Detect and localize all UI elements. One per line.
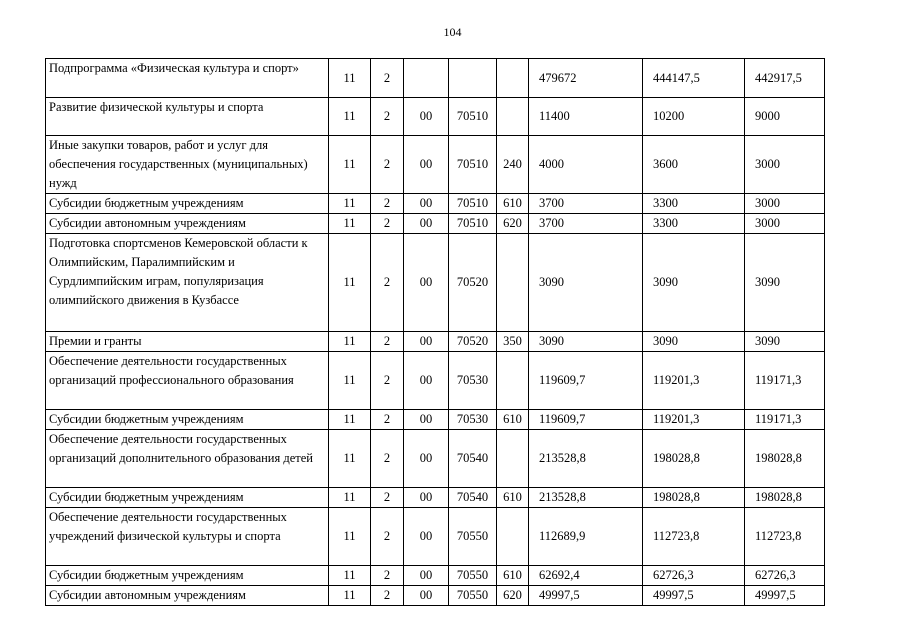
- table-row: [46, 410, 825, 430]
- row-expense-type: [497, 508, 529, 566]
- page-number: 104: [443, 25, 462, 39]
- row-expense-type: 610: [497, 566, 529, 586]
- row-subsection: 2: [371, 332, 404, 352]
- row-value-year1: 3090: [529, 234, 643, 332]
- row-program: 00: [404, 566, 449, 586]
- row-section: 11: [329, 214, 371, 234]
- row-program: 00: [404, 352, 449, 410]
- row-value-year2: 49997,5: [643, 586, 745, 606]
- row-expense-type: 610: [497, 194, 529, 214]
- row-value-year3: 3000: [745, 136, 825, 194]
- budget-table: [45, 58, 825, 606]
- row-direction: 70510: [449, 136, 497, 194]
- table-row: [46, 332, 825, 352]
- row-value-year3: 62726,3: [745, 566, 825, 586]
- row-expense-type: 350: [497, 332, 529, 352]
- row-value-year2: 119201,3: [643, 352, 745, 410]
- row-subsection: 2: [371, 566, 404, 586]
- row-section: 11: [329, 508, 371, 566]
- row-expense-type: 240: [497, 136, 529, 194]
- row-section: 11: [329, 234, 371, 332]
- row-expense-type: 620: [497, 586, 529, 606]
- row-value-year1: 11400: [529, 98, 643, 136]
- row-name: Обеспечение деятельности государственных организаций дополнительного образования детей: [46, 430, 329, 488]
- table-row: [46, 59, 825, 98]
- row-program: [404, 59, 449, 98]
- row-value-year3: 119171,3: [745, 352, 825, 410]
- row-value-year1: 119609,7: [529, 410, 643, 430]
- row-program: 00: [404, 136, 449, 194]
- row-value-year3: 112723,8: [745, 508, 825, 566]
- table-row: [46, 136, 825, 194]
- table-row: [46, 214, 825, 234]
- row-program: 00: [404, 488, 449, 508]
- row-subsection: 2: [371, 234, 404, 332]
- row-expense-type: 610: [497, 410, 529, 430]
- row-name: Подпрограмма «Физическая культура и спорт»: [46, 59, 329, 98]
- row-section: 11: [329, 586, 371, 606]
- row-direction: 70540: [449, 488, 497, 508]
- row-name: Субсидии автономным учреждениям: [46, 214, 329, 234]
- table-row: [46, 430, 825, 488]
- row-value-year1: 112689,9: [529, 508, 643, 566]
- row-direction: 70510: [449, 194, 497, 214]
- row-expense-type: [497, 98, 529, 136]
- row-value-year3: 3000: [745, 214, 825, 234]
- row-direction: 70550: [449, 508, 497, 566]
- row-subsection: 2: [371, 586, 404, 606]
- row-subsection: 2: [371, 488, 404, 508]
- row-program: 00: [404, 586, 449, 606]
- row-direction: 70520: [449, 234, 497, 332]
- row-value-year2: 3300: [643, 194, 745, 214]
- row-expense-type: [497, 430, 529, 488]
- row-direction: 70550: [449, 586, 497, 606]
- row-value-year1: 49997,5: [529, 586, 643, 606]
- row-value-year1: 3700: [529, 194, 643, 214]
- row-section: 11: [329, 136, 371, 194]
- row-value-year2: 198028,8: [643, 488, 745, 508]
- row-name: Субсидии бюджетным учреждениям: [46, 488, 329, 508]
- row-value-year3: 198028,8: [745, 488, 825, 508]
- row-value-year2: 3090: [643, 234, 745, 332]
- row-value-year3: 442917,5: [745, 59, 825, 98]
- row-value-year3: 49997,5: [745, 586, 825, 606]
- row-name: Обеспечение деятельности государственных организаций профессионального образования: [46, 352, 329, 410]
- row-value-year3: 198028,8: [745, 430, 825, 488]
- row-name: Субсидии автономным учреждениям: [46, 586, 329, 606]
- row-section: 11: [329, 566, 371, 586]
- row-direction: 70510: [449, 214, 497, 234]
- row-value-year3: 3000: [745, 194, 825, 214]
- row-section: 11: [329, 352, 371, 410]
- row-expense-type: [497, 59, 529, 98]
- row-value-year1: 213528,8: [529, 488, 643, 508]
- table-row: [46, 98, 825, 136]
- table-row: [46, 352, 825, 410]
- row-value-year3: 119171,3: [745, 410, 825, 430]
- row-section: 11: [329, 98, 371, 136]
- row-expense-type: 610: [497, 488, 529, 508]
- row-program: 00: [404, 410, 449, 430]
- row-name: Субсидии бюджетным учреждениям: [46, 566, 329, 586]
- row-program: 00: [404, 214, 449, 234]
- row-value-year1: 479672: [529, 59, 643, 98]
- row-value-year1: 3700: [529, 214, 643, 234]
- row-value-year1: 3090: [529, 332, 643, 352]
- row-value-year1: 4000: [529, 136, 643, 194]
- row-expense-type: [497, 352, 529, 410]
- table-row: [46, 586, 825, 606]
- row-value-year3: 9000: [745, 98, 825, 136]
- row-direction: 70510: [449, 98, 497, 136]
- row-section: 11: [329, 59, 371, 98]
- row-value-year2: 10200: [643, 98, 745, 136]
- row-program: 00: [404, 430, 449, 488]
- row-name: Субсидии бюджетным учреждениям: [46, 410, 329, 430]
- row-section: 11: [329, 332, 371, 352]
- row-section: 11: [329, 430, 371, 488]
- row-value-year2: 62726,3: [643, 566, 745, 586]
- row-subsection: 2: [371, 430, 404, 488]
- table-row: [46, 194, 825, 214]
- row-direction: [449, 59, 497, 98]
- row-name: Субсидии бюджетным учреждениям: [46, 194, 329, 214]
- row-value-year2: 198028,8: [643, 430, 745, 488]
- row-name: Премии и гранты: [46, 332, 329, 352]
- row-direction: 70530: [449, 410, 497, 430]
- budget-table-body: [46, 59, 825, 606]
- row-value-year1: 119609,7: [529, 352, 643, 410]
- row-direction: 70550: [449, 566, 497, 586]
- row-value-year2: 444147,5: [643, 59, 745, 98]
- row-subsection: 2: [371, 194, 404, 214]
- row-expense-type: [497, 234, 529, 332]
- row-subsection: 2: [371, 352, 404, 410]
- row-program: 00: [404, 98, 449, 136]
- row-value-year1: 213528,8: [529, 430, 643, 488]
- row-subsection: 2: [371, 59, 404, 98]
- table-row: [46, 566, 825, 586]
- row-value-year2: 3600: [643, 136, 745, 194]
- row-section: 11: [329, 488, 371, 508]
- row-section: 11: [329, 410, 371, 430]
- row-value-year2: 119201,3: [643, 410, 745, 430]
- row-subsection: 2: [371, 508, 404, 566]
- row-subsection: 2: [371, 214, 404, 234]
- row-subsection: 2: [371, 136, 404, 194]
- row-value-year2: 3300: [643, 214, 745, 234]
- row-value-year1: 62692,4: [529, 566, 643, 586]
- row-direction: 70540: [449, 430, 497, 488]
- row-name: Подготовка спортсменов Кемеровской области к Олимпийским, Паралимпийским и Сурдлимпийским играм, популяризация олимпийского движения в Кузбассе: [46, 234, 329, 332]
- row-name: Иные закупки товаров, работ и услуг для обеспечения государственных (муниципальных) нужд: [46, 136, 329, 194]
- row-name: Обеспечение деятельности государственных учреждений физической культуры и спорта: [46, 508, 329, 566]
- table-row: [46, 508, 825, 566]
- row-direction: 70520: [449, 332, 497, 352]
- row-subsection: 2: [371, 410, 404, 430]
- row-program: 00: [404, 194, 449, 214]
- row-expense-type: 620: [497, 214, 529, 234]
- table-row: [46, 488, 825, 508]
- row-direction: 70530: [449, 352, 497, 410]
- row-value-year2: 112723,8: [643, 508, 745, 566]
- row-program: 00: [404, 508, 449, 566]
- table-row: [46, 234, 825, 332]
- row-value-year2: 3090: [643, 332, 745, 352]
- row-value-year3: 3090: [745, 332, 825, 352]
- row-value-year3: 3090: [745, 234, 825, 332]
- row-program: 00: [404, 234, 449, 332]
- row-section: 11: [329, 194, 371, 214]
- row-name: Развитие физической культуры и спорта: [46, 98, 329, 136]
- row-subsection: 2: [371, 98, 404, 136]
- row-program: 00: [404, 332, 449, 352]
